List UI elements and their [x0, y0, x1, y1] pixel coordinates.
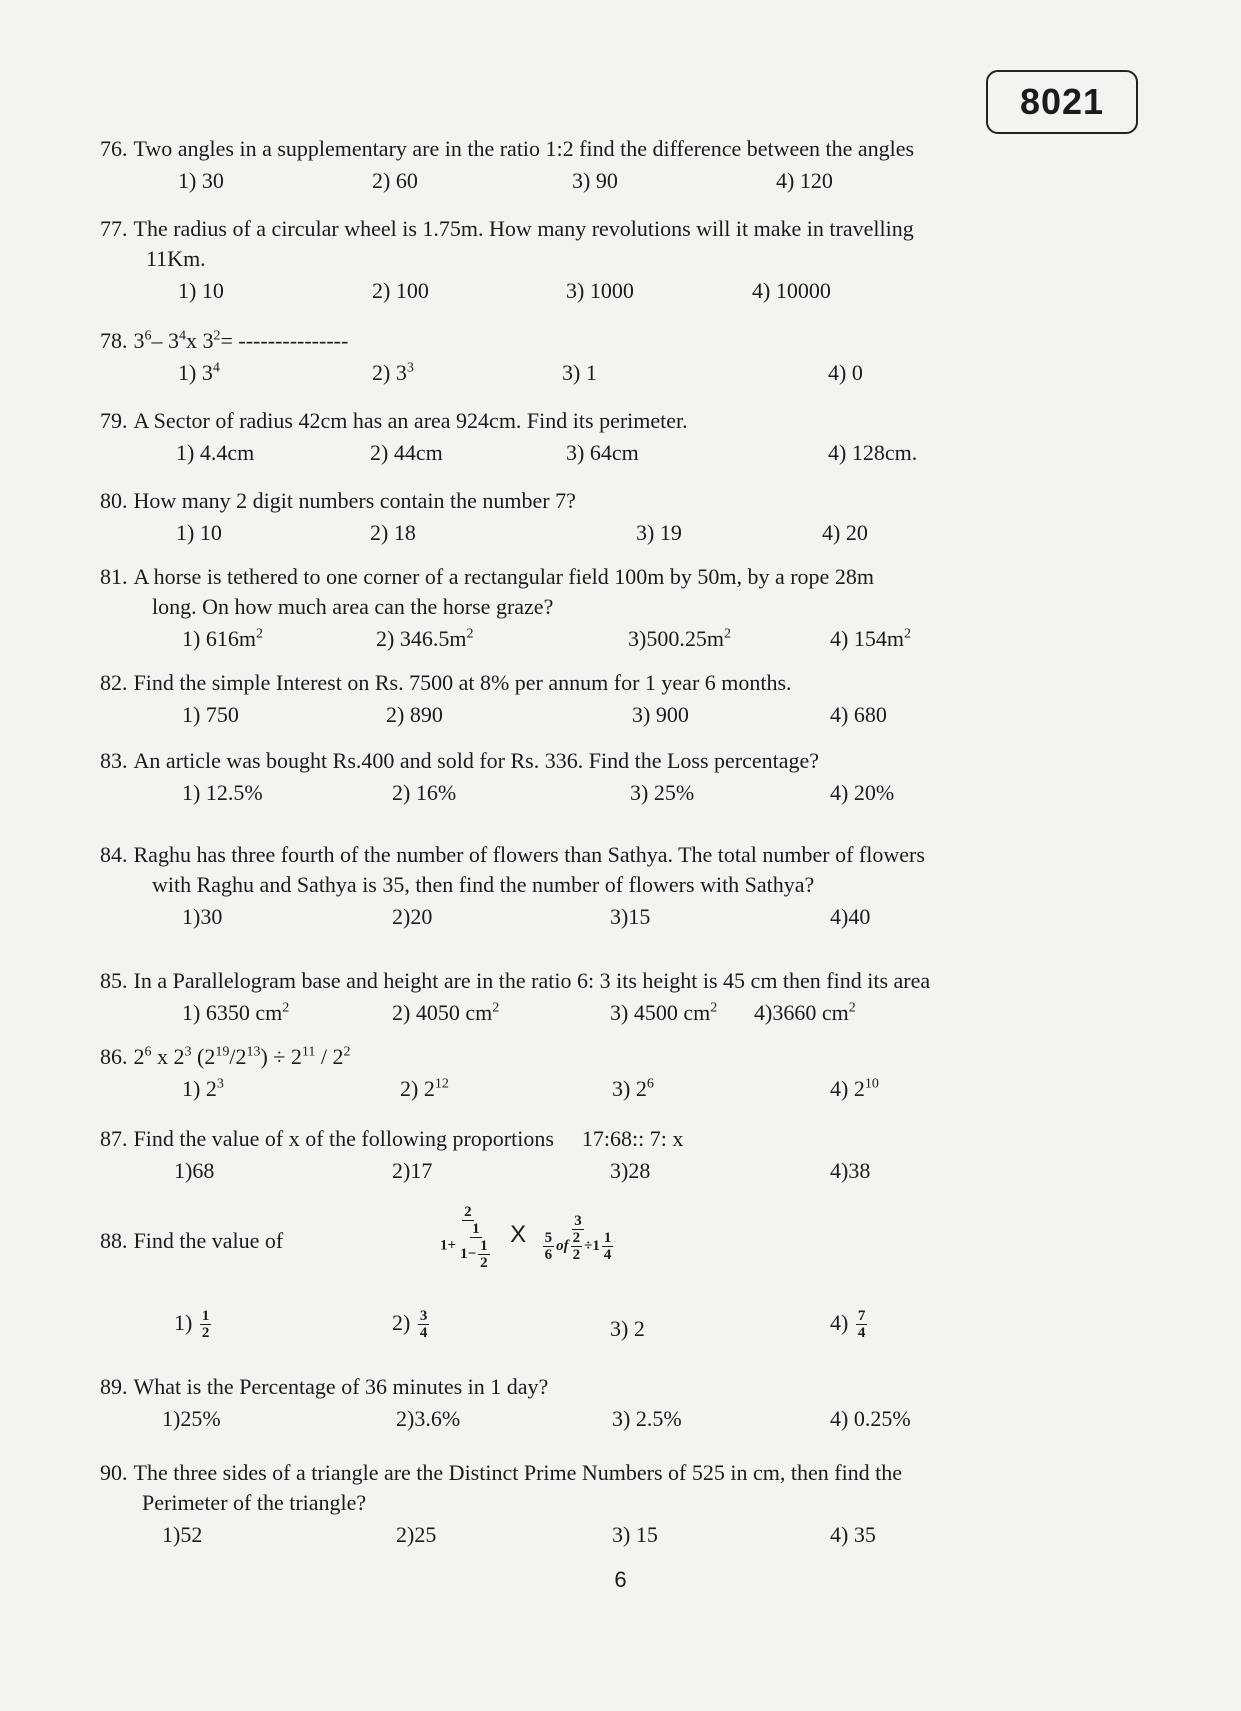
question-text: In a Parallelogram base and height are in the ratio 6: 3 its height is 45 cm then find its area: [133, 968, 931, 993]
option-3: 3)28: [610, 1158, 651, 1183]
option-2: 2) $346.5m^2$: [376, 626, 474, 651]
question-84: [100, 840, 1160, 932]
option-2: 2) 60: [372, 168, 418, 193]
option-4: 4) $2^{10}$: [830, 1076, 879, 1101]
question-text: How many 2 digit numbers contain the number 7?: [133, 488, 576, 513]
option-1: 1) 30: [178, 168, 224, 193]
question-90: [100, 1458, 1160, 1550]
option-3: 3) 2: [610, 1316, 645, 1341]
option-4: 4) 20: [822, 520, 868, 545]
option-4: 4)3660 $cm^2$: [754, 1000, 856, 1025]
option-3: 3) 2.5%: [612, 1406, 682, 1431]
question-number: 76.: [100, 136, 128, 161]
options: [100, 1520, 1160, 1550]
question-number: 84.: [100, 842, 128, 867]
question-79: [100, 406, 1160, 468]
options: [100, 1156, 1160, 1186]
option-1: 1) $\frac{1}{2}$: [174, 1308, 210, 1342]
option-1: 1) 10: [178, 278, 224, 303]
question-text-line2: 11Km.: [146, 246, 206, 271]
option-1: 1)30: [182, 904, 223, 929]
question-expression: [436, 1204, 619, 1271]
options: [100, 1074, 1160, 1104]
options: [100, 276, 1160, 306]
question-number: 82.: [100, 670, 128, 695]
option-2: 2) 100: [372, 278, 429, 303]
question-number: 81.: [100, 564, 128, 589]
question-text: What is the Percentage of 36 minutes in 1 day?: [133, 1374, 549, 1399]
option-4: 4) 0.25%: [830, 1406, 911, 1431]
option-1: 1)68: [174, 1158, 215, 1183]
paper-code: 8021: [1019, 81, 1105, 122]
option-1: 1) 12.5%: [182, 780, 263, 805]
option-1: 1) 750: [182, 702, 239, 727]
option-3: $3)500.25m^2$: [628, 626, 731, 651]
proportion: 17:68:: 7: x: [581, 1126, 684, 1151]
options: [100, 1404, 1160, 1434]
option-2: 2) $2^{12}$: [400, 1076, 449, 1101]
option-1: 1) 4.4cm: [176, 440, 255, 465]
question-76: [100, 134, 1160, 196]
question-text: Find the value of x of the following proportions 17:68:: 7: x: [133, 1126, 684, 1151]
question-text: The three sides of a triangle are the Distinct Prime Numbers of 525 in cm, then find the: [133, 1460, 903, 1485]
question-89: [100, 1372, 1160, 1434]
option-3: 3) 90: [572, 168, 618, 193]
question-82: [100, 668, 1160, 730]
question-number: 80.: [100, 488, 128, 513]
question-text: Find the simple Interest on Rs. 7500 at 8% per annum for 1 year 6 months.: [133, 670, 792, 695]
option-4: 4) 680: [830, 702, 887, 727]
question-80: [100, 486, 1160, 548]
question-77: [100, 214, 1160, 306]
option-2: 2) $3^3$: [372, 360, 414, 385]
options: [100, 358, 1160, 388]
option-1: 1)52: [162, 1522, 203, 1547]
option-3: 3) 15: [612, 1522, 658, 1547]
option-4: 4) $\frac{7}{4}$: [830, 1308, 866, 1342]
question-88: [100, 1204, 1160, 1356]
option-3: 3) 900: [632, 702, 689, 727]
options: [100, 166, 1160, 196]
option-2: 2) 44cm: [370, 440, 443, 465]
option-3: 3)15: [610, 904, 651, 929]
options: [100, 998, 1160, 1028]
question-number: 83.: [100, 748, 128, 773]
option-1: 1) $2^3$: [182, 1076, 224, 1101]
question-number: 87.: [100, 1126, 128, 1151]
option-1: 1) 10: [176, 520, 222, 545]
option-4: 4)38: [830, 1158, 871, 1183]
page-number: 6: [614, 1567, 627, 1592]
option-1: 1) $3^4$: [178, 360, 220, 385]
question-number: 88.: [100, 1228, 128, 1253]
question-text-line2: Perimeter of the triangle?: [142, 1490, 367, 1515]
option-2: 2) 18: [370, 520, 416, 545]
option-4: 4) 35: [830, 1522, 876, 1547]
question-text: Find the value of: [133, 1228, 284, 1253]
options: [100, 1302, 1160, 1350]
question-text: A Sector of radius 42cm has an area 924cm. Find its perimeter.: [133, 408, 688, 433]
question-text: Raghu has three fourth of the number of flowers than Sathya. The total number of flowers: [133, 842, 925, 867]
option-4: 4) 120: [776, 168, 833, 193]
option-4: 4) 10000: [752, 278, 831, 303]
question-number: 85.: [100, 968, 128, 993]
option-3: 3) 25%: [630, 780, 695, 805]
option-2: 2) 16%: [392, 780, 457, 805]
question-87: [100, 1124, 1160, 1186]
option-2: 2) $\frac{3}{4}$: [392, 1308, 428, 1342]
fraction-b: 3 $\frac{5}{6}$ of $\frac{2}{2}$ ÷1 $\frac{1}{4}$: [544, 1212, 612, 1263]
option-4: 4) 128cm.: [828, 440, 918, 465]
option-4: 4) 20%: [830, 780, 895, 805]
question-text-line2: long. On how much area can the horse graze?: [152, 594, 554, 619]
question-text: The radius of a circular wheel is 1.75m. How many revolutions will it make in travelling: [133, 216, 914, 241]
question-86: [100, 1042, 1160, 1104]
question-text-line2: with Raghu and Sathya is 35, then find the number of flowers with Sathya?: [152, 872, 815, 897]
question-81: [100, 562, 1160, 654]
question-text: An article was bought Rs.400 and sold for Rs. 336. Find the Loss percentage?: [133, 748, 820, 773]
option-3: 3) 64cm: [566, 440, 639, 465]
times-sign: X: [510, 1220, 527, 1248]
option-3: 3) 19: [636, 520, 682, 545]
option-2: 2)17: [392, 1158, 433, 1183]
option-1: 1) 6350 $cm^2$: [182, 1000, 290, 1025]
question-83: [100, 746, 1160, 808]
option-3: 3) 1: [562, 360, 597, 385]
options: [100, 438, 1160, 468]
option-2: 2) 890: [386, 702, 443, 727]
option-2: 2) 4050 $cm^2$: [392, 1000, 500, 1025]
option-1: 1) $616m^2$: [182, 626, 263, 651]
options: [100, 902, 1160, 932]
option-4: 4)40: [830, 904, 871, 929]
option-4: 4) $154m^2$: [830, 626, 911, 651]
options: [100, 700, 1160, 730]
option-2: 2)20: [392, 904, 433, 929]
option-2: 2)3.6%: [396, 1406, 461, 1431]
options: [100, 778, 1160, 808]
option-1: 1)25%: [162, 1406, 221, 1431]
question-number: 78.: [100, 328, 128, 353]
question-number: 77.: [100, 216, 128, 241]
question-number: 89.: [100, 1374, 128, 1399]
question-expression: $3^6-$ $3^4x$ $3^2=$ ---------------: [133, 328, 349, 353]
options: [100, 624, 1160, 654]
option-3: 3) $2^6$: [612, 1076, 654, 1101]
options: [100, 518, 1160, 548]
question-number: 79.: [100, 408, 128, 433]
option-3: 3) 1000: [566, 278, 634, 303]
fraction-a: 2 1+ 1 1− $\frac{1}{2}$: [440, 1204, 488, 1271]
question-85: [100, 966, 1160, 1028]
option-3: 3) 4500 $cm^2$: [610, 1000, 718, 1025]
question-78: [100, 326, 1160, 388]
question-expression: $2^6$ x $2^3$ $(2^{19}/2^{13}) \div 2^{11} / 2^2$: [133, 1044, 351, 1069]
option-2: 2)25: [396, 1522, 437, 1547]
question-number: 86.: [100, 1044, 128, 1069]
paper-code-box: [986, 70, 1138, 134]
question-text: A horse is tethered to one corner of a rectangular field 100m by 50m, by a rope 28m: [133, 564, 874, 589]
question-number: 90.: [100, 1460, 128, 1485]
option-4: 4) 0: [828, 360, 863, 385]
question-text: Two angles in a supplementary are in the ratio 1:2 find the difference between the angles: [133, 136, 915, 161]
